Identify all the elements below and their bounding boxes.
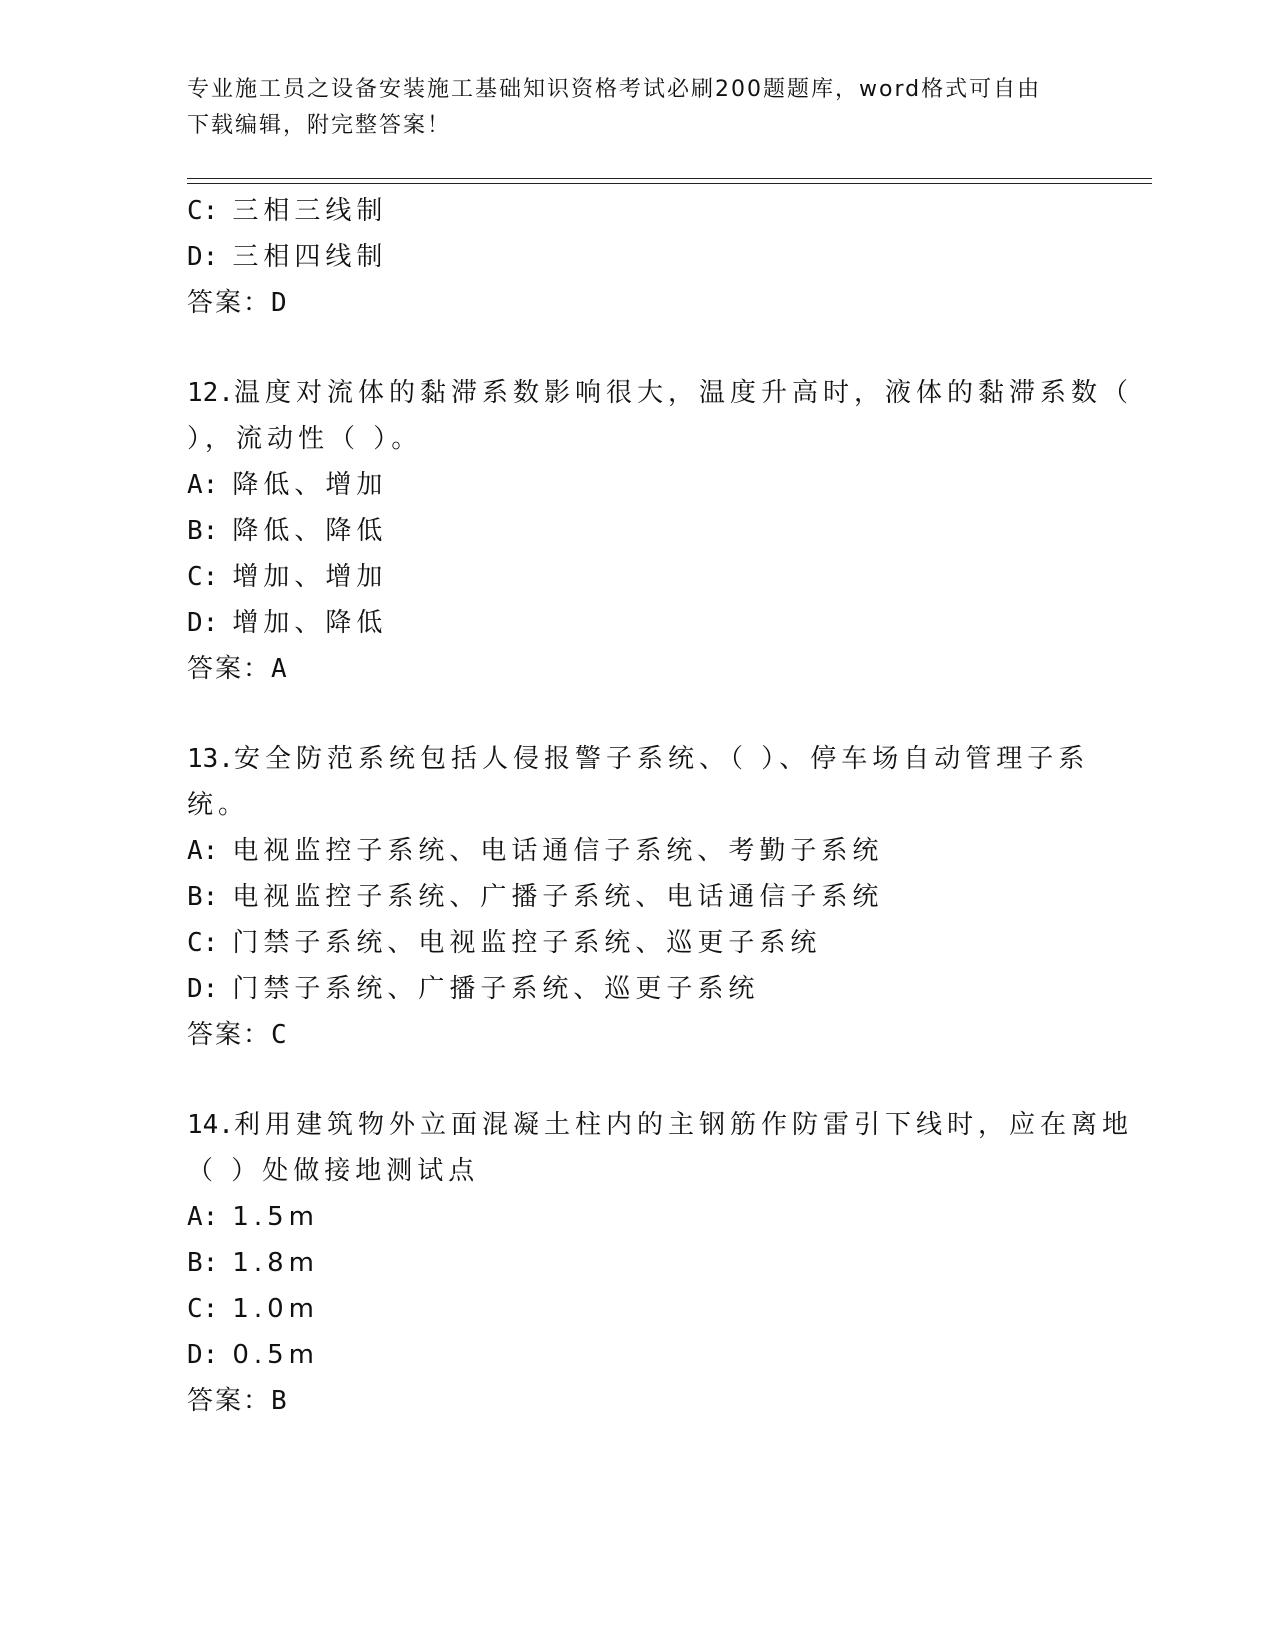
question-14-stem-line-2: （ ）处做接地测试点: [187, 1156, 480, 1186]
option-label: B:: [187, 516, 219, 546]
question-11-option-d: [187, 234, 1087, 280]
option-text: 降低、增加: [232, 470, 388, 500]
question-13-option-d: [187, 966, 1087, 1012]
option-text: 电视监控子系统、广播子系统、电话通信子系统: [232, 882, 884, 912]
option-label: D:: [187, 974, 219, 1004]
option-text: 电视监控子系统、电话通信子系统、考勤子系统: [232, 836, 884, 866]
question-13-option-c: [187, 920, 1087, 966]
question-12-option-b: [187, 508, 1087, 554]
option-text: 1.0m: [232, 1294, 319, 1324]
question-12-answer: [187, 646, 1087, 692]
header-divider-bottom: [187, 183, 1152, 184]
question-14-option-d: [187, 1332, 1087, 1378]
question-stem: 安全防范系统包括人侵报警子系统、（ ）、停车场自动管理子系: [233, 744, 1090, 774]
option-text: 门禁子系统、电视监控子系统、巡更子系统: [232, 928, 822, 958]
question-13-answer: [187, 1012, 1087, 1058]
question-14-option-a: [187, 1194, 1087, 1240]
option-text: 降低、降低: [232, 516, 388, 546]
answer-value: A: [271, 654, 289, 684]
question-12-stem-line-1: [187, 370, 1133, 416]
answer-value: C: [271, 1020, 289, 1050]
option-label: A:: [187, 1202, 219, 1232]
option-text: 1.5m: [232, 1202, 319, 1232]
question-14-option-b: [187, 1240, 1087, 1286]
header-divider-top: [187, 178, 1152, 179]
question-14: [187, 1102, 1133, 1424]
question-12-option-c: [187, 554, 1087, 600]
question-11-option-c: [187, 188, 1087, 234]
header-line-2: 下载编辑，附完整答案！: [187, 113, 452, 138]
question-11-answer: [187, 280, 1087, 326]
option-label: D:: [187, 608, 219, 638]
option-label: C:: [187, 1294, 219, 1324]
document-header: [187, 72, 1067, 144]
answer-label: 答案：: [187, 1386, 272, 1416]
option-label: B:: [187, 1248, 219, 1278]
question-14-option-c: [187, 1286, 1087, 1332]
question-14-answer: [187, 1378, 1087, 1424]
option-label: A:: [187, 836, 219, 866]
question-13-option-a: [187, 828, 1087, 874]
option-label: C:: [187, 196, 219, 226]
option-label: C:: [187, 928, 219, 958]
option-text: 0.5m: [232, 1340, 319, 1370]
question-stem: 利用建筑物外立面混凝土柱内的主钢筋作防雷引下线时，应在离地: [233, 1110, 1133, 1140]
question-13-stem-line-1: [187, 736, 1090, 782]
question-number: 12.: [187, 378, 234, 408]
answer-label: 答案：: [187, 654, 272, 684]
option-text: 增加、降低: [232, 608, 388, 638]
option-label: D:: [187, 1340, 219, 1370]
option-label: D:: [187, 242, 219, 272]
question-14-stem-line-1: [187, 1102, 1133, 1148]
option-label: C:: [187, 562, 219, 592]
question-12: [187, 370, 1133, 692]
option-label: A:: [187, 470, 219, 500]
option-text: 增加、增加: [232, 562, 388, 592]
answer-label: 答案：: [187, 1020, 272, 1050]
document-body: [187, 188, 1133, 1424]
answer-label: 答案：: [187, 288, 272, 318]
answer-value: D: [271, 288, 289, 318]
question-number: 13.: [187, 744, 234, 774]
option-text: 三相四线制: [232, 242, 388, 272]
question-12-stem-line-2: ），流动性（ ）。: [187, 424, 423, 454]
option-label: B:: [187, 882, 219, 912]
question-number: 14.: [187, 1110, 234, 1140]
header-line-1: 专业施工员之设备安装施工基础知识资格考试必刷200题题库，word格式可自由: [187, 77, 1042, 102]
question-13: [187, 736, 1090, 1058]
option-text: 三相三线制: [232, 196, 388, 226]
question-13-stem-line-2: 统。: [187, 790, 250, 820]
question-stem: 温度对流体的黏滞系数影响很大，温度升高时，液体的黏滞系数（: [233, 378, 1133, 408]
question-12-option-a: [187, 462, 1087, 508]
question-13-option-b: [187, 874, 1087, 920]
question-11-tail: [187, 188, 1087, 326]
option-text: 门禁子系统、广播子系统、巡更子系统: [232, 974, 760, 1004]
question-12-option-d: [187, 600, 1087, 646]
answer-value: B: [271, 1386, 289, 1416]
option-text: 1.8m: [232, 1248, 319, 1278]
